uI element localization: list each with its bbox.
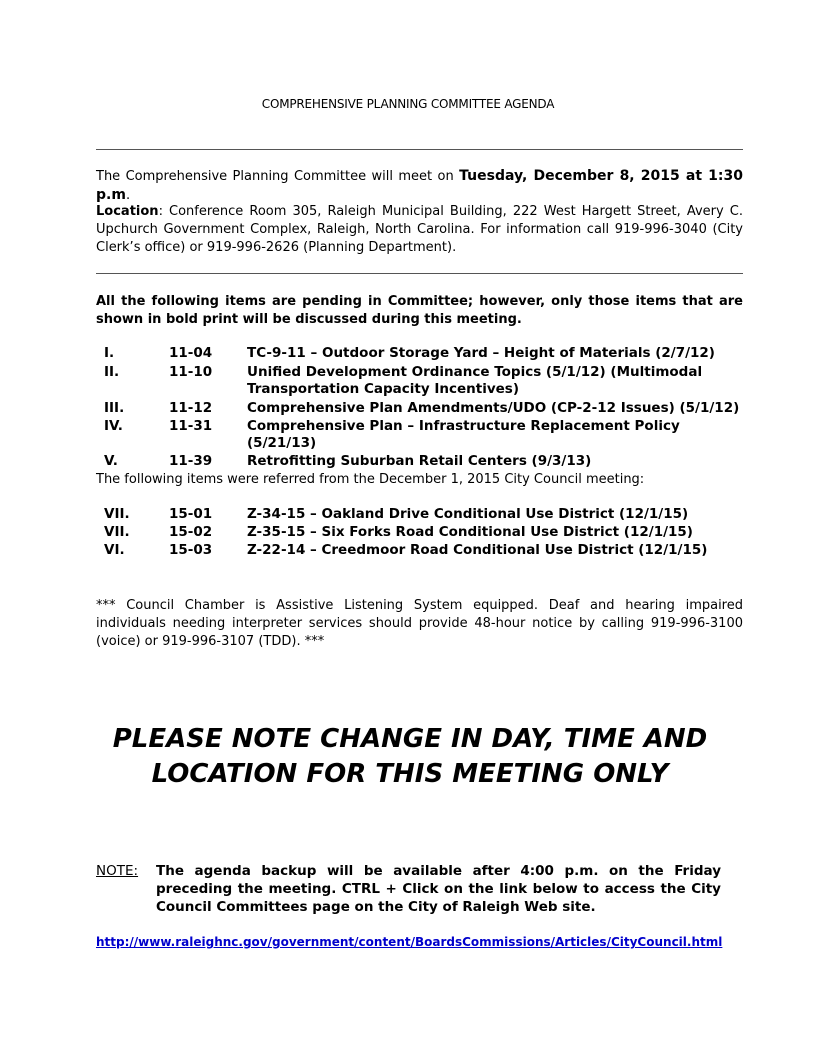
item-description: Retrofitting Suburban Retail Centers (9/3/13) bbox=[247, 453, 592, 469]
item-code: 15-02 bbox=[169, 524, 213, 540]
item-code: 11-04 bbox=[169, 345, 213, 361]
item-number: III. bbox=[104, 400, 125, 416]
location-text: : Conference Room 305, Raleigh Municipal Building, 222 West Hargett Street, Avery C. Upchurch Government Complex, Raleigh, North Carolina. For information call 919-996-3040 (City Clerk’s office) or 919-996-2626 (Planning Department). bbox=[96, 204, 743, 255]
meeting-info bbox=[96, 167, 743, 205]
meeting-datetime: Tuesday, December 8, 2015 at 1:30 p.m bbox=[96, 168, 743, 203]
change-notice-banner bbox=[60, 722, 760, 792]
item-description: Z-35-15 – Six Forks Road Conditional Use District (12/1/15) bbox=[247, 524, 693, 540]
item-code: 11-12 bbox=[169, 400, 213, 416]
agenda-item bbox=[96, 542, 743, 559]
item-code: 11-10 bbox=[169, 364, 213, 380]
pending-note: All the following items are pending in Committee; however, only those items that are shown in bold print will be discussed during this meeting. bbox=[96, 294, 743, 327]
item-number: VII. bbox=[104, 524, 130, 540]
divider bbox=[96, 149, 743, 150]
agenda-item bbox=[96, 524, 743, 541]
item-number: VI. bbox=[104, 542, 125, 558]
item-code: 15-01 bbox=[169, 506, 213, 522]
location-info bbox=[96, 203, 743, 257]
note-text: The agenda backup will be available after 4:00 p.m. on the Friday preceding the meeting. CTRL + Click on the link below to access the City Council Committees page on the City of Raleigh Web site. bbox=[156, 863, 721, 915]
agenda-item bbox=[96, 364, 743, 398]
referred-items-list bbox=[96, 506, 743, 559]
location-label: Location bbox=[96, 204, 159, 219]
agenda-item bbox=[96, 345, 743, 362]
item-number: VII. bbox=[104, 506, 130, 522]
accessibility-note: *** Council Chamber is Assistive Listening System equipped. Deaf and hearing impaired individuals needing interpreter services should provide 48-hour notice by calling 919-996-3100 (voice) or 919-996-3107 (TDD). *** bbox=[96, 598, 743, 649]
agenda-item bbox=[96, 400, 743, 417]
item-code: 15-03 bbox=[169, 542, 213, 558]
banner-line-1: PLEASE NOTE CHANGE IN DAY, TIME AND bbox=[112, 724, 708, 754]
divider bbox=[96, 273, 743, 274]
item-number: IV. bbox=[104, 418, 123, 434]
agenda-backup-note bbox=[96, 862, 721, 916]
agenda-item bbox=[96, 418, 743, 452]
banner-line-2: LOCATION FOR THIS MEETING ONLY bbox=[151, 759, 669, 789]
pending-items-list bbox=[96, 345, 743, 470]
item-description: Comprehensive Plan – Infrastructure Replacement Policy (5/21/13) bbox=[247, 418, 680, 451]
item-description: Comprehensive Plan Amendments/UDO (CP-2-12 Issues) (5/1/12) bbox=[247, 400, 740, 416]
item-description: Z-34-15 – Oakland Drive Conditional Use District (12/1/15) bbox=[247, 506, 689, 522]
meeting-end: . bbox=[125, 188, 131, 203]
item-description: Z-22-14 – Creedmoor Road Conditional Use District (12/1/15) bbox=[247, 542, 708, 558]
referred-note: The following items were referred from the December 1, 2015 City Council meeting: bbox=[96, 472, 645, 487]
city-council-link[interactable]: http://www.raleighnc.gov/government/content/BoardsCommissions/Articles/CityCouncil.html bbox=[96, 935, 723, 949]
item-description: Unified Development Ordinance Topics (5/1/12) (Multimodal Transportation Capacity Incentives) bbox=[247, 364, 703, 397]
agenda-item bbox=[96, 506, 743, 523]
item-number: V. bbox=[104, 453, 118, 469]
note-label: NOTE: bbox=[96, 863, 139, 879]
meeting-intro: The Comprehensive Planning Committee will meet on bbox=[96, 169, 460, 184]
item-code: 11-31 bbox=[169, 418, 213, 434]
page-title: COMPREHENSIVE PLANNING COMMITTEE AGENDA bbox=[261, 97, 555, 111]
item-number: I. bbox=[104, 345, 115, 361]
agenda-item bbox=[96, 453, 743, 470]
item-code: 11-39 bbox=[169, 453, 213, 469]
item-description: TC-9-11 – Outdoor Storage Yard – Height of Materials (2/7/12) bbox=[247, 345, 715, 361]
item-number: II. bbox=[104, 364, 120, 380]
